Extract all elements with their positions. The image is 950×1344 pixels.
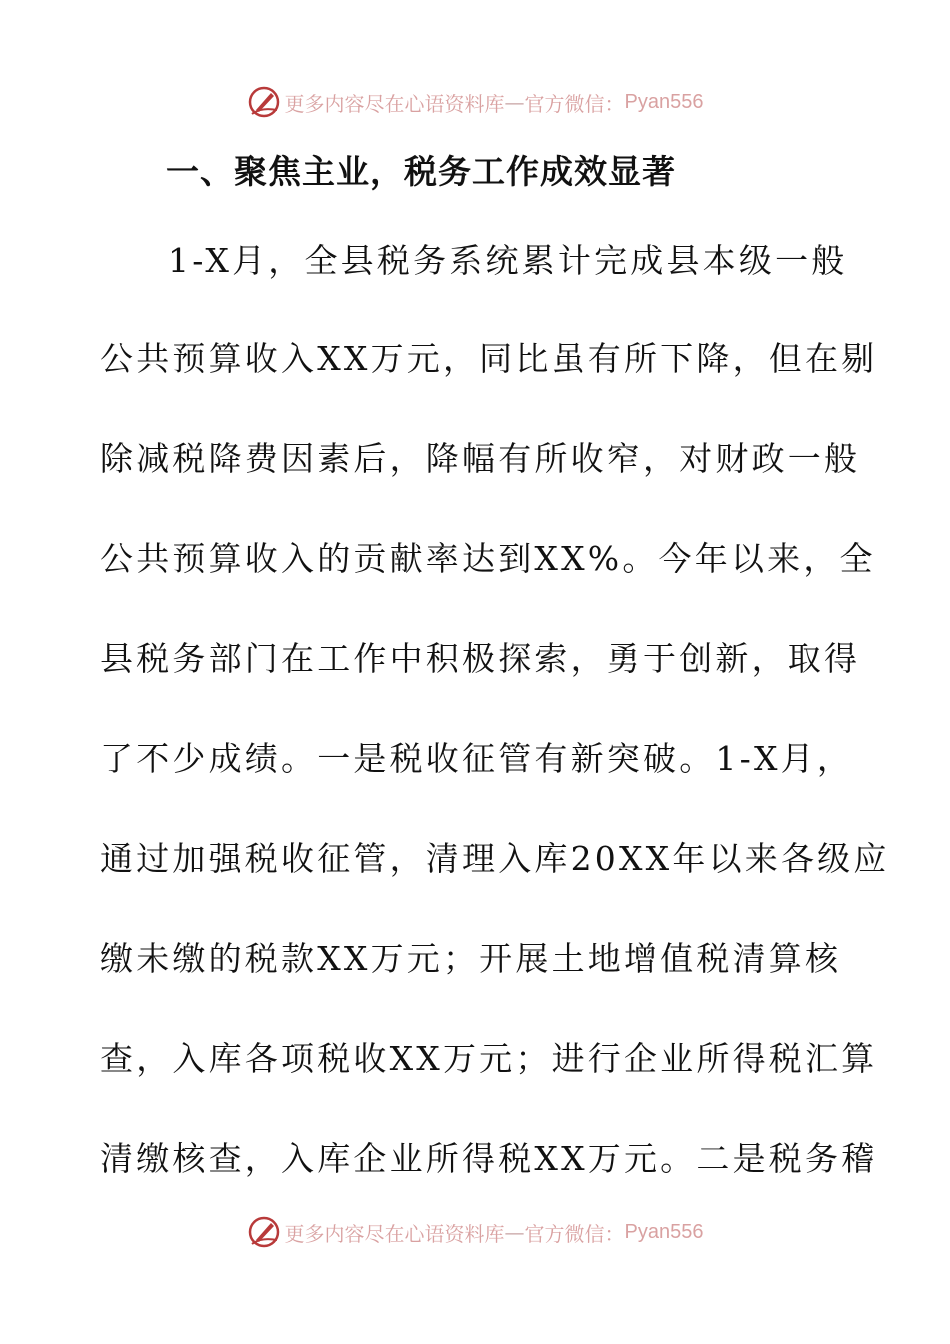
watermark-label: 官方微信： (524, 91, 625, 116)
paragraph-line: 1-X月，全县税务系统累计完成县本级一般 (168, 241, 848, 280)
paragraph-line: 公共预算收入的贡献率达到XX%。今年以来，全 (100, 539, 876, 578)
pen-circle-logo-icon (247, 1215, 281, 1249)
paragraph-line: 查，入库各项税收XX万元；进行企业所得税汇算 (100, 1039, 878, 1078)
watermark-separator: — (504, 90, 525, 114)
watermark-id: Pyan556 (624, 90, 704, 113)
watermark-header (0, 82, 950, 122)
watermark-separator: — (504, 1220, 525, 1244)
watermark-text: 更多内容尽在心语资料库 (284, 91, 505, 116)
paragraph-line: 公共预算收入XX万元，同比虽有所下降，但在剔 (100, 339, 878, 378)
watermark-text: 更多内容尽在心语资料库 (284, 1221, 505, 1246)
watermark-label: 官方微信： (524, 1221, 625, 1246)
paragraph-line: 缴未缴的税款XX万元；开展土地增值税清算核 (100, 939, 842, 978)
paragraph-line: 县税务部门在工作中积极探索，勇于创新，取得 (100, 639, 861, 678)
section-heading: 一、聚焦主业，税务工作成效显著 (166, 152, 676, 191)
watermark-footer (0, 1212, 950, 1252)
paragraph-line: 清缴核查，入库企业所得税XX万元。二是税务稽 (100, 1139, 878, 1178)
watermark-id: Pyan556 (624, 1220, 704, 1243)
pen-circle-logo-icon (247, 85, 281, 119)
paragraph-line: 了不少成绩。一是税收征管有新突破。1-X月， (100, 739, 854, 778)
paragraph-line: 通过加强税收征管，清理入库20XX年以来各级应 (100, 839, 890, 878)
paragraph-line: 除减税降费因素后，降幅有所收窄，对财政一般 (100, 439, 861, 478)
